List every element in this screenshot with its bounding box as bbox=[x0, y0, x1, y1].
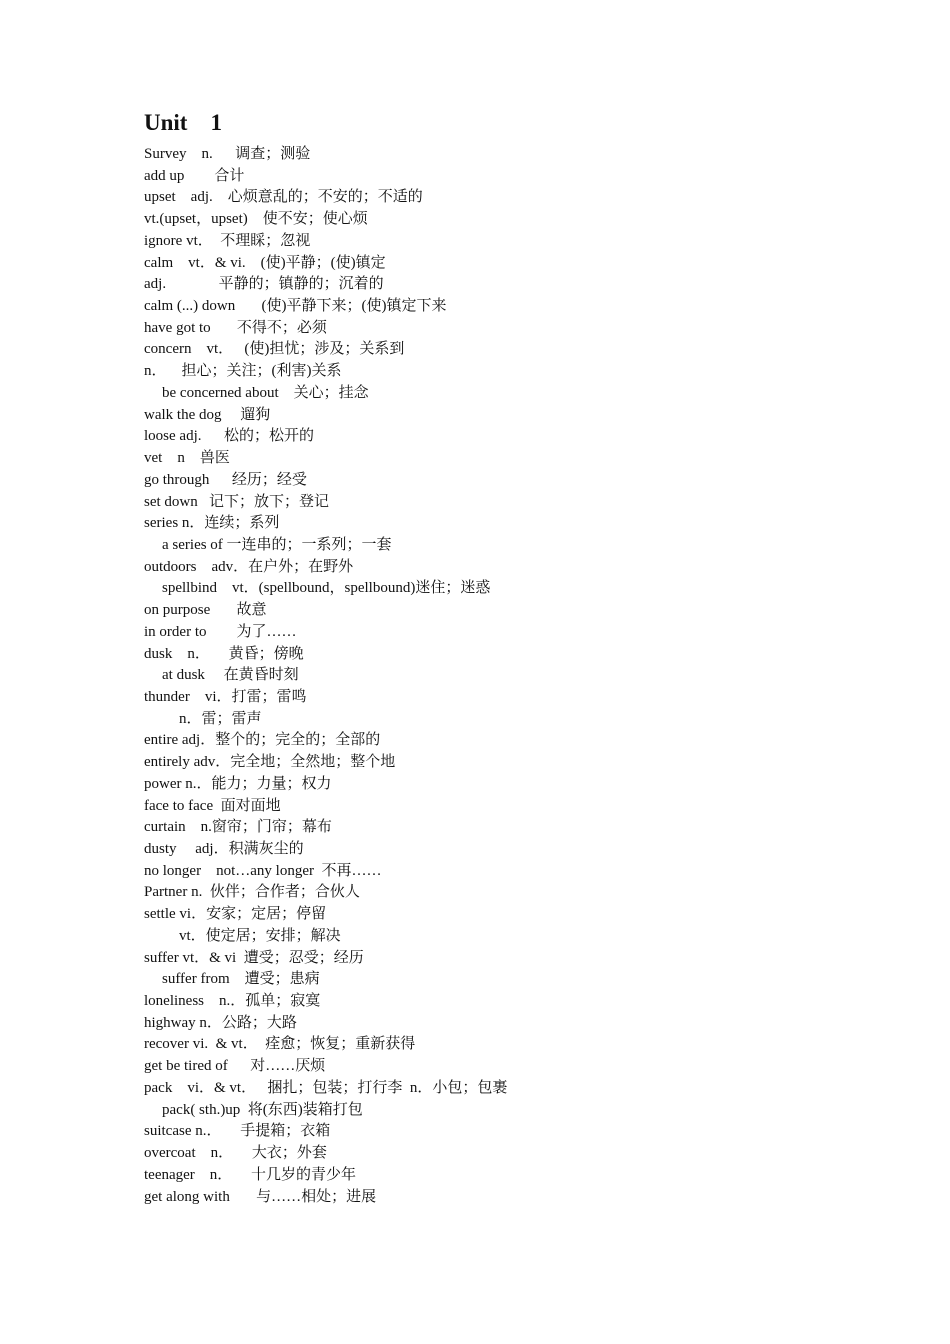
vocab-entry: upset adj. 心烦意乱的；不安的；不适的 bbox=[144, 189, 423, 206]
vocab-entry: go through 经历；经受 bbox=[144, 471, 307, 488]
vocab-entry: n． 担心；关注；(利害)关系 bbox=[144, 363, 342, 380]
vocab-entry: series n．连续；系列 bbox=[144, 515, 280, 532]
vocab-entry: vt.(upset，upset) 使不安；使心烦 bbox=[144, 211, 368, 228]
vocab-entry: at dusk 在黄昏时刻 bbox=[162, 667, 299, 684]
vocab-entry: on purpose 故意 bbox=[144, 602, 267, 619]
vocab-entry: calm (...) down (使)平静下来；(使)镇定下来 bbox=[144, 298, 447, 315]
vocab-entry: no longer not…any longer 不再…… bbox=[144, 862, 382, 879]
vocab-entry: outdoors adv．在户外；在野外 bbox=[144, 558, 354, 575]
vocab-entry: recover vi. & vt． 痊愈；恢复；重新获得 bbox=[144, 1036, 416, 1053]
vocab-entry: have got to 不得不；必须 bbox=[144, 319, 327, 336]
vocab-entry: add up 合计 bbox=[144, 167, 245, 184]
document-page bbox=[144, 108, 904, 1208]
vocab-entry: settle vi．安家；定居；停留 bbox=[144, 906, 327, 923]
vocab-entry: pack vi．& vt． 捆扎；包装；打行李 n．小包；包裹 bbox=[144, 1079, 508, 1096]
vocab-entry: entirely adv．完全地；全然地；整个地 bbox=[144, 754, 396, 771]
vocab-entry: curtain n.窗帘；门帘；幕布 bbox=[144, 819, 332, 836]
vocab-entry: get be tired of 对……厌烦 bbox=[144, 1058, 326, 1075]
vocab-entry: suffer vt．& vi 遭受；忍受；经历 bbox=[144, 949, 364, 966]
vocab-entry: suffer from 遭受；患病 bbox=[162, 971, 320, 988]
vocab-entry: entire adj．整个的；完全的；全部的 bbox=[144, 732, 381, 749]
vocab-entry: thunder vi．打雷；雷鸣 bbox=[144, 688, 307, 705]
vocab-entry: ignore vt． 不理睬；忽视 bbox=[144, 232, 311, 249]
vocab-entry: vt．使定居；安排；解决 bbox=[179, 927, 341, 944]
vocab-entry: power n.．能力；力量；权力 bbox=[144, 775, 332, 792]
vocab-entry: loneliness n.．孤单；寂寞 bbox=[144, 993, 321, 1010]
vocab-entry: concern vt． (使)担忧；涉及；关系到 bbox=[144, 341, 405, 358]
vocab-entry: overcoat n． 大衣；外套 bbox=[144, 1145, 327, 1162]
vocabulary-list bbox=[144, 144, 904, 1208]
vocab-entry: face to face 面对面地 bbox=[144, 797, 281, 814]
vocab-entry: n．雷；雷声 bbox=[179, 710, 262, 727]
vocab-entry: loose adj. 松的；松开的 bbox=[144, 428, 314, 445]
vocab-entry: teenager n． 十几岁的青少年 bbox=[144, 1166, 357, 1183]
vocab-entry: walk the dog 遛狗 bbox=[144, 406, 271, 423]
vocab-entry: spellbind vt．(spellbound，spellbound)迷住；迷惑 bbox=[162, 580, 491, 597]
vocab-entry: Partner n. 伙伴；合作者；合伙人 bbox=[144, 884, 360, 901]
vocab-entry: be concerned about 关心；挂念 bbox=[162, 384, 369, 401]
vocab-entry: dusk n． 黄昏；傍晚 bbox=[144, 645, 304, 662]
vocab-entry: get along with 与……相处；进展 bbox=[144, 1188, 377, 1205]
vocab-entry: in order to 为了…… bbox=[144, 623, 297, 640]
vocab-entry: suitcase n.． 手提箱；衣箱 bbox=[144, 1123, 331, 1140]
vocab-entry: a series of 一连串的；一系列；一套 bbox=[162, 536, 392, 553]
vocab-entry: adj. 平静的；镇静的；沉着的 bbox=[144, 276, 384, 293]
vocab-entry: vet n 兽医 bbox=[144, 450, 230, 467]
unit-title: Unit 1 bbox=[144, 110, 222, 135]
vocab-entry: set down 记下；放下；登记 bbox=[144, 493, 329, 510]
vocab-entry: Survey n. 调查；测验 bbox=[144, 146, 311, 162]
vocab-entry: dusty adj．积满灰尘的 bbox=[144, 841, 304, 857]
vocab-entry: pack( sth.)up 将(东西)装箱打包 bbox=[162, 1101, 363, 1118]
vocab-entry: calm vt．& vi. (使)平静；(使)镇定 bbox=[144, 254, 386, 271]
vocab-entry: highway n．公路；大路 bbox=[144, 1014, 297, 1031]
